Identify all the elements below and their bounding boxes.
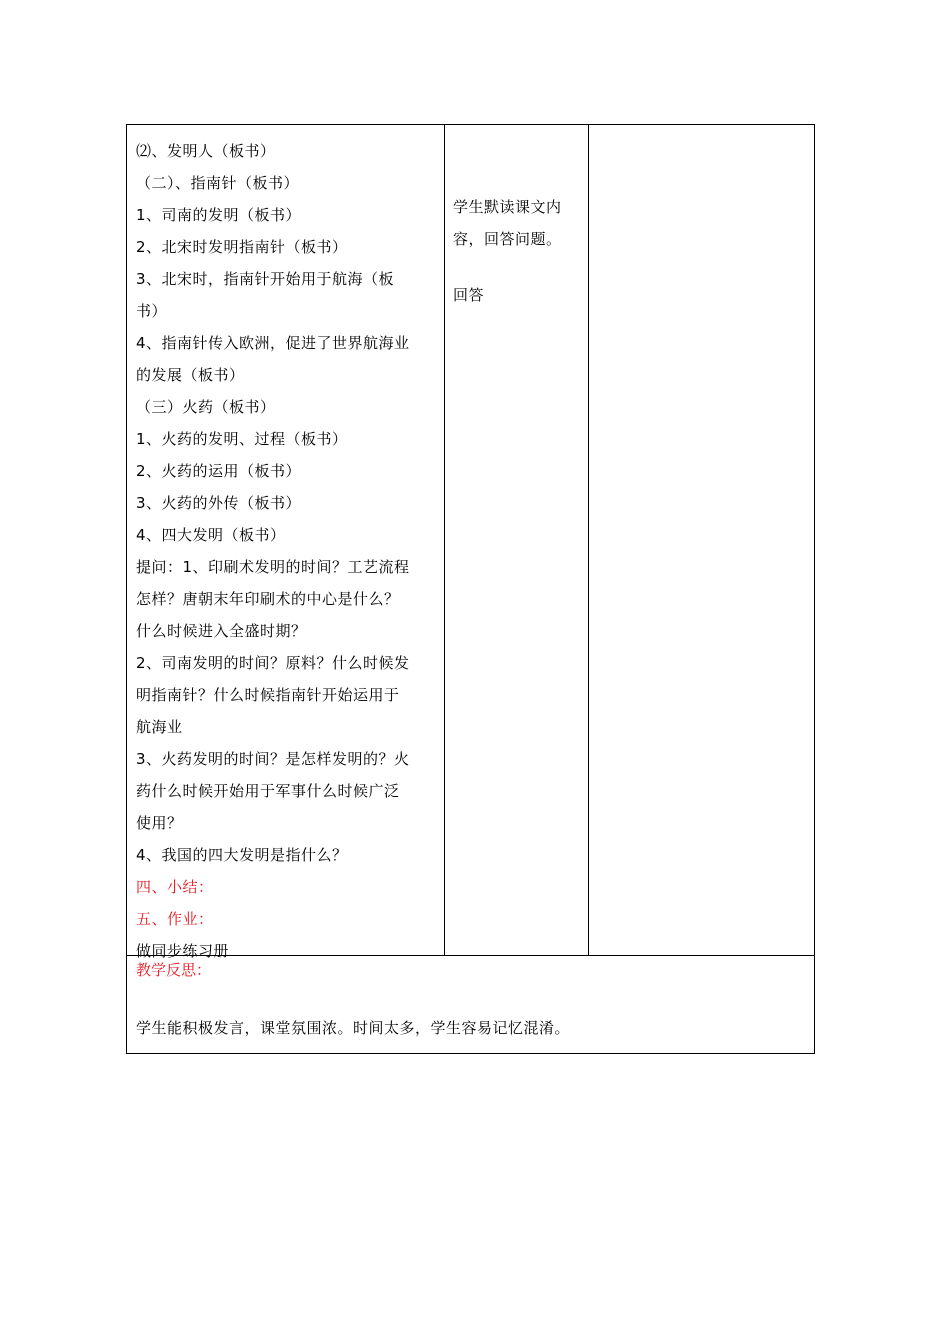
lesson-plan-table — [126, 124, 815, 1054]
teacher-line: 4、指南针传入欧洲，促进了世界航海业 — [136, 334, 410, 352]
teacher-line: 什么时候进入全盛时期？ — [136, 622, 307, 640]
column-divider-1 — [444, 125, 445, 955]
teacher-line: 3、北宋时，指南针开始用于航海（板 — [136, 270, 395, 288]
student-activity-cell — [453, 191, 583, 311]
student-line: 容，回答问题。 — [453, 230, 562, 248]
teacher-activity-cell — [136, 135, 441, 967]
teacher-line: 书） — [136, 302, 168, 320]
teacher-line: 3、火药的外传（板书） — [136, 494, 302, 512]
column-divider-2 — [588, 125, 589, 955]
reflection-title: 教学反思： — [136, 961, 212, 979]
teacher-line: 4、我国的四大发明是指什么？ — [136, 846, 348, 864]
teacher-line: 提问：1、印刷术发明的时间？工艺流程 — [136, 558, 410, 576]
reflection-body: 学生能积极发言，课堂氛围浓。时间太多，学生容易记忆混淆。 — [136, 1019, 571, 1037]
teacher-line: 药什么时候开始用于军事什么时候广泛 — [136, 782, 400, 800]
teacher-line: 航海业 — [136, 718, 183, 736]
student-line: 学生默读课文内 — [453, 198, 562, 216]
teacher-line: （二）、指南针（板书） — [136, 174, 300, 192]
teacher-line: 怎样？唐朝末年印刷术的中心是什么？ — [136, 590, 400, 608]
summary-heading: 四、小结： — [136, 878, 214, 896]
homework-heading: 五、作业： — [136, 910, 214, 928]
teacher-line: 2、北宋时发明指南针（板书） — [136, 238, 348, 256]
teacher-line: 2、司南发明的时间？原料？什么时候发 — [136, 654, 410, 672]
teacher-line: ⑵、发明人（板书） — [136, 142, 276, 160]
teacher-line: 使用？ — [136, 814, 183, 832]
student-line: 回答 — [453, 286, 485, 304]
teacher-line: 明指南针？什么时候指南针开始运用于 — [136, 686, 400, 704]
teacher-line: 2、火药的运用（板书） — [136, 462, 302, 480]
teacher-line: 4、四大发明（板书） — [136, 526, 286, 544]
teacher-line: 1、火药的发明、过程（板书） — [136, 430, 348, 448]
teacher-line: 的发展（板书） — [136, 366, 245, 384]
homework-text: 做同步练习册 — [136, 942, 230, 960]
teacher-line: 3、火药发明的时间？是怎样发明的？火 — [136, 750, 410, 768]
teacher-line: 1、司南的发明（板书） — [136, 206, 302, 224]
student-spacer — [453, 255, 583, 279]
teacher-line: （三）火药（板书） — [136, 398, 276, 416]
